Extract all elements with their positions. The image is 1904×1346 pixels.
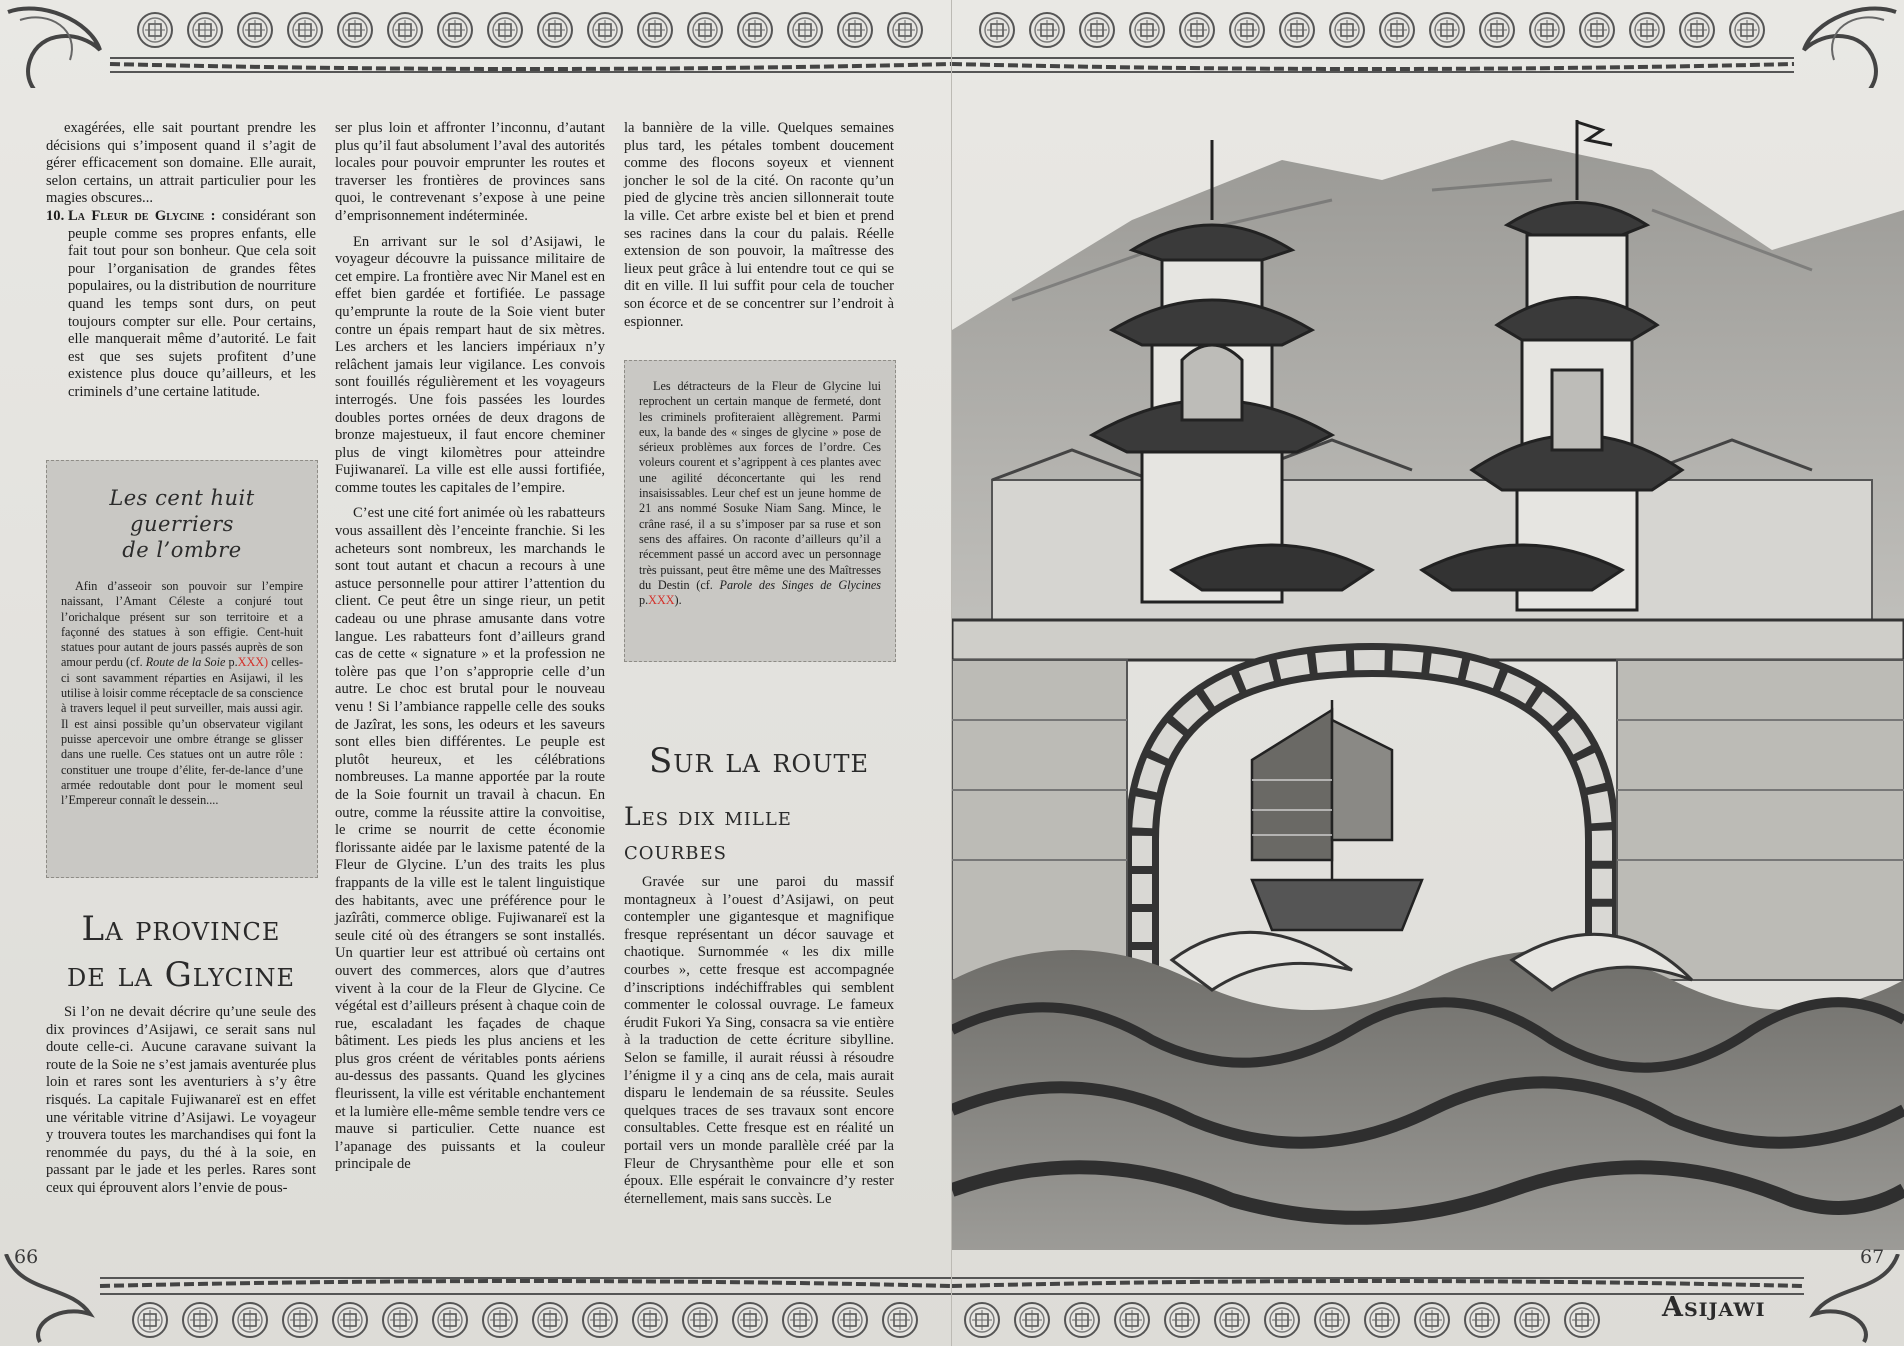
sidebar-hundred-eight-warriors [46, 460, 318, 878]
subsection-heading-dix-mille-courbes: Les dix mille courbes [624, 802, 792, 865]
list-item-title: La Fleur de Glycine : [68, 207, 216, 224]
list-item-fleur-de-glycine [46, 208, 316, 402]
top-ornamental-border [952, 0, 1904, 88]
cross-reference-page[interactable]: XXX [648, 593, 675, 608]
paragraph: Si l’on ne devait décrire qu’une seule des dix provinces d’Asijawi, ce serait sans nul doute celle-ci. Aucune caravane suivant la route de la Soie ne s’est jamais aventurée plus loin et rares sont les aventuriers à s’y être risqués. La capitale Fujiwanareï est en effet une véritable vitrine d’Asijawi. Le voyageur y trouvera toutes les marchandises qui font la renommée du pays, du thé à la soie, en passant par le jade et les perles. Rares sont ceux qui éprouvent alors l’envie de pous- [46, 1004, 316, 1196]
top-ornamental-border [0, 0, 952, 88]
heading-line1: La province [81, 909, 281, 949]
cross-reference-end: ). [674, 593, 682, 608]
sidebar-text [61, 579, 303, 808]
sidebar-title-line2: de l’ombre [122, 538, 242, 562]
cross-reference-prefix: p. [228, 655, 238, 670]
paragraph: la bannière de la ville. Quelques semaines plus tard, les pétales tombent doucement comme des flocons soyeux et viennent joncher le sol de la cité. On raconte qu’un pied de glycine très ancien sillonnerait toute la ville. Cet arbre existe bel et bien et prend ses racines dans la cour du palais. Réelle extension de son pouvoir, la maîtresse des lieux peut grâce à lui entendre tout ce qui se dit en ville. Il lui suffit pour cela de toucher son écorce et de se concentrer sur l’endroit à espionner. [624, 120, 894, 330]
bottom-ornamental-border [0, 1254, 952, 1346]
page-number: 66 [14, 1246, 39, 1268]
middle-column [335, 120, 605, 1174]
left-column-top [46, 120, 316, 402]
cross-reference-title: Parole des Singes de Glycines [719, 577, 881, 592]
left-column-bottom [46, 1004, 316, 1198]
sidebar-text-part1: Afin d’asseoir son pouvoir sur l’empire naissant, l’Amant Céleste a conjuré tout l’orichalque présent sur son territoire et a façonné des statues à son effigie. Cent-huit statues pour autant de jours passés auprès de son amour perdu (cf. [61, 579, 303, 670]
paragraph: C’est une cité fort animée où les rabatteurs vous assaillent dès l’enceinte franchie. Si les acheteurs sont nombreux, les marchands le sont tout autant et chacun a recours à une astuce personnelle pour attirer l’attention du client. Ce peut être un singe rieur, un petit cadeau ou une phrase amusante dans votre langue. Les rabatteurs font d’ailleurs grand cas de cette « signature » et la profession ne tolère pas que l’on s’approprie celle d’un autre. Le choc est brutal pour le nouveau venu ! Si l’ambiance rappelle celle des souks de Jazîrat, les sons, les odeurs et les saveurs sont elles bien différentes. Le peuple est plutôt heureux, et les célébrations nombreuses. La manne apportée par la route de la Soie fournit un travail à chacun. En outre, comme la réussite attire la convoitise, le crime se nourrit de cette économie florissante aidée par le laxisme patenté de la Fleur de Glycine. L’un des traits les plus frappants de la ville est le talent linguistique des habitants, avec une préférence pour le jazîrâti, commerce oblige. Fujiwanareï est la seule cité où des étrangers se sont installés. Un quartier leur est attribué où certains ont ouvert des commerces, alors que d’autres vivent à la cour de la Fleur de Glycine. Ce végétal est d’ailleurs présent à chaque coin de rue, escaladant les façades de chaque bâtiment. Les pieds les plus anciens et les plus gros créent de véritables ponts aériens au-dessus des passants. Quand les glycines fleurissent, la ville est véritable enchantement et la lumière elle-même semble tendre vers ce mauve si particulier. Cette nuance est l’apanage des puissants et la couleur principale de [335, 505, 605, 1173]
sidebar-text [639, 379, 881, 608]
list-item-number: 10. [46, 207, 65, 224]
cross-reference-prefix: p. [639, 593, 649, 608]
sidebar-text-main: Les détracteurs de la Fleur de Glycine lui reprochent un certain manque de fermeté, dont les criminels profiteraient allègrement. Parmi eux, la bande des « singes de glycine » pose de sérieux problèmes aux forces de l’ordre. Ces voleurs courent et s’agrippent à ces plantes avec une agilité déconcertante qui les rend insaisissables. Leur chef est un jeune homme de 21 ans nommé Sosuke Niam Sang. Mince, le crâne rasé, il a su s’imposer par sa ruse et son sens des affaires. On raconte d’ailleurs qu’il a récemment passé un accord avec un personnage très puissant, peut être même une des Maîtresses du Destin (cf. [639, 379, 881, 592]
list-item-text: considérant son peuple comme ses propres enfants, elle fait tout pour son bonheur. Que cela soit pour l’organisation de grandes fêtes populaires, ou la distribution de nourriture quand les temps sont durs, on peut toujours compter sur elle. Pour certains, elle manquerait même d’autorité. Le fait est que ses sujets profitent d’une existence plus douce qu’ailleurs, et les criminels d’une certaine latitude. [68, 207, 316, 400]
sidebar-title [61, 485, 303, 563]
paragraph: Gravée sur une paroi du massif montagneux à l’ouest d’Asijawi, on peut contempler une gigantesque et magnifique fresque représentant un décor sauvage et chaotique. Surnommée « les dix mille courbes », cette fresque est accompagnée d’inscriptions indéchiffrables qui semblent commenter le colossal ouvrage. Le fameux érudit Fukori Ya Sing, consacra sa vie entière à la traduction de cette écriture sibylline. Selon se famille, il aurait réussi à résoudre l’énigme il y a cinq ans de cela, mais aurait disparu le lendemain de sa réussite. Seules quelques traces de ses travaux sont encore consultables. Cette fresque est en réalité un portail vers un monde parallèle créé par la Fleur de Chrysanthème pour elle et son époux. Elle espérait le convaincre d’y rester éternellement, mais sans succès. Le [624, 874, 894, 1207]
sidebar-text-part2: celles-ci sont savamment réparties en Asijawi, il les utilise à loisir comme réceptacle de sa conscience à travers lequel il peut surveiller, mais aussi agir. Il est ainsi possible qu’un observateur vigilant puisse apercevoir une ombre étrange se glisser dans une ruelle. Ces statues ont un autre rôle : constituer une troupe d’élite, fer-de-lance d’une armée redoutable dont pour le moment seul l’Empereur connaît le dessein.... [61, 655, 304, 808]
right-column-bottom [624, 874, 894, 1208]
right-column-top [624, 120, 894, 331]
paragraph: ser plus loin et affronter l’inconnu, d’autant plus qu’il faut absolument l’aval des autorités locales pour pouvoir emprunter les routes et traverser les frontières de provinces sans quoi, le contrevenant s’expose à une peine d’emprisonnement indéterminée. [335, 120, 605, 224]
sidebar-title-line1: Les cent huit guerriers [109, 486, 255, 536]
cross-reference-page[interactable]: XXX) [237, 655, 269, 670]
sidebar-glycine-monkeys [624, 360, 896, 662]
heading-line2: de la Glycine [67, 955, 295, 995]
chapter-title: Asijawi [1662, 1292, 1766, 1323]
paragraph: exagérées, elle sait pourtant prendre les décisions qui s’imposent quand il s’agit de gérer efficacement son domaine. Elle aurait, selon certains, un attrait particulier pour les magies obscures... [46, 120, 316, 207]
cross-reference-title: Route de la Soie [145, 655, 226, 670]
pagoda-harbor-gate-illustration [952, 100, 1904, 1250]
section-heading-province [46, 906, 316, 998]
paragraph: En arrivant sur le sol d’Asijawi, le voyageur découvre la puissance militaire de cet empire. La frontière avec Nir Manel est en effet bien gardée et fortifiée. Le passage qu’emprunte la route de la Soie vient buter contre un épais rempart haut de six mètres. Les archers et les lanciers impériaux n’y relâchent jamais leur vigilance. Les convois sont fouillés régulièrement et les voyageurs interrogés. Une fois passées les lourdes doubles portes ornées de deux dragons de bronze majestueux, il faut encore cheminer plus de vingt kilomètres pour atteindre Fujiwanareï. La ville est elle aussi fortifiée, comme toutes les capitales de l’empire. [335, 233, 605, 496]
right-page [952, 0, 1904, 1346]
page-number: 67 [1860, 1246, 1885, 1268]
section-heading-route: Sur la route [649, 741, 869, 781]
